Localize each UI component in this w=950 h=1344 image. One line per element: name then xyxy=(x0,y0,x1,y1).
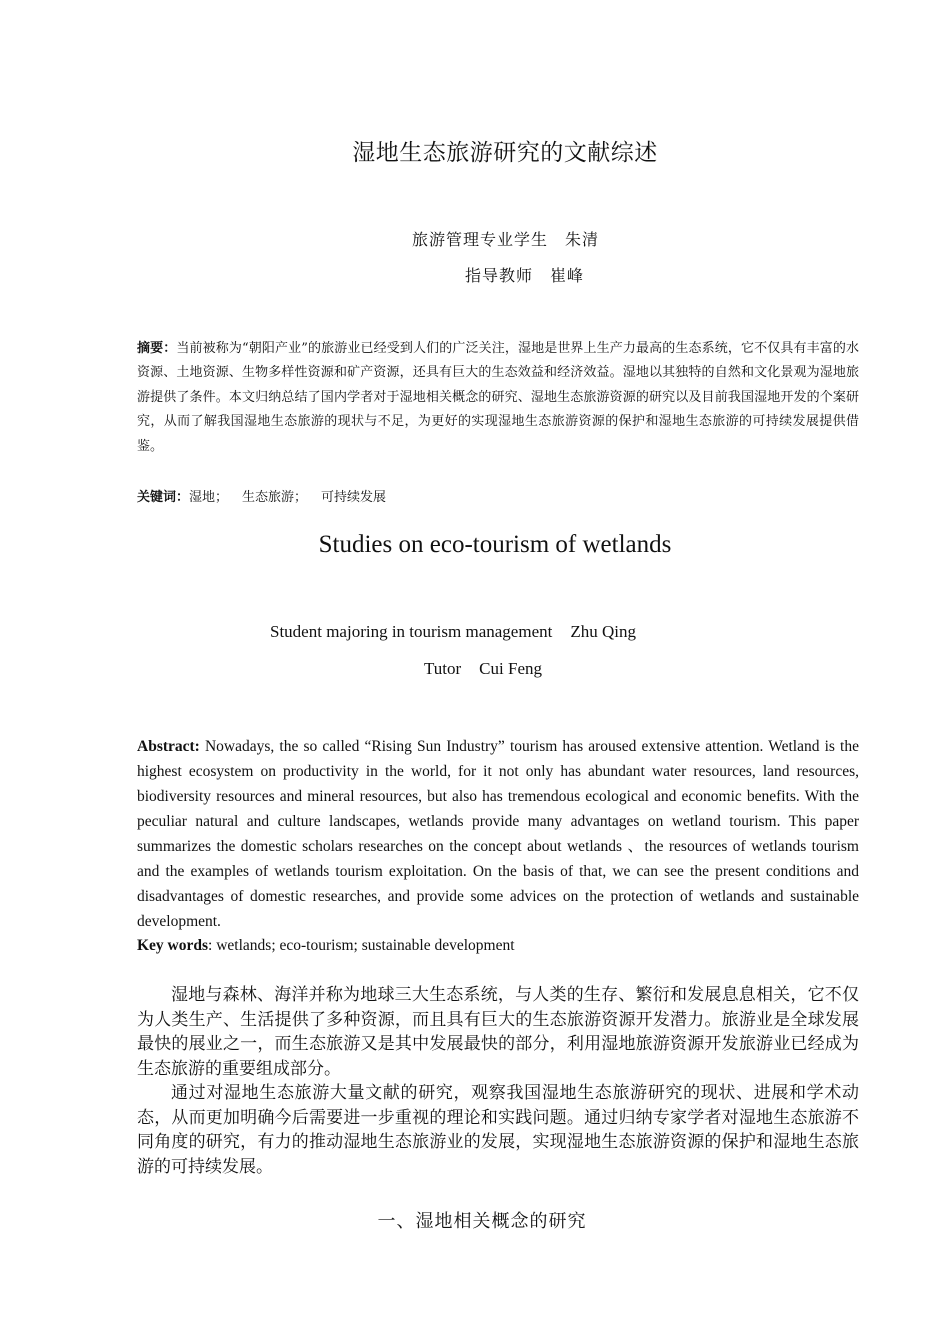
english-author-role: Student majoring in tourism management xyxy=(270,622,553,641)
english-title: Studies on eco-tourism of wetlands xyxy=(318,531,672,558)
english-abstract xyxy=(137,734,859,934)
chinese-keyword: 生态旅游； xyxy=(242,490,308,505)
chinese-abstract xyxy=(137,337,859,459)
chinese-keyword: 可持续发展 xyxy=(321,490,387,505)
chinese-keyword: 湿地； xyxy=(189,490,229,505)
english-keywords xyxy=(137,933,515,958)
chinese-keywords xyxy=(137,486,386,510)
english-keywords-label: Key words xyxy=(137,937,209,954)
body-paragraph: 通过对湿地生态旅游大量文献的研究，观察我国湿地生态旅游研究的现状、进展和学术动态，从而更加明确今后需要进一步重视的理论和实践问题。通过归纳专家学者对湿地生态旅游不同角度的研究，有力的推动湿地生态旅游业的发展，实现湿地生态旅游资源的保护和湿地生态旅游的可持续发展。 xyxy=(137,1083,859,1177)
chinese-title: 湿地生态旅游研究的文献综述 xyxy=(352,140,658,166)
chinese-abstract-text: 当前被称为“朝阳产业”的旅游业已经受到人们的广泛关注，湿地是世界上生产力最高的生态系统，它不仅具有丰富的水资源、土地资源、生物多样性资源和矿产资源，还具有巨大的生态效益和经济效益。湿地以其独特的自然和文化景观为湿地旅游提供了条件。本文归纳总结了国内学者对于湿地相关概念的研究、湿地生态旅游资源的研究以及目前我国湿地开发的个案研究，从而了解我国湿地生态旅游的现状与不足，为更好的实现湿地生态旅游资源的保护和湿地生态旅游的可持续发展提供借鉴。 xyxy=(137,341,859,454)
english-tutor-name: Cui Feng xyxy=(479,659,542,678)
english-author-line xyxy=(270,622,636,642)
english-tutor-role: Tutor xyxy=(424,659,462,678)
chinese-tutor-line: 指导教师 崔峰 xyxy=(465,266,585,285)
body-text xyxy=(137,983,859,1179)
english-tutor-line xyxy=(424,659,542,679)
english-author-name: Zhu Qing xyxy=(570,622,636,641)
english-abstract-label: Abstract: xyxy=(137,738,200,755)
body-paragraph: 湿地与森林、海洋并称为地球三大生态系统，与人类的生存、繁衍和发展息息相关，它不仅为人类生产、生活提供了多种资源，而且具有巨大的生态旅游资源开发潜力。旅游业是全球发展最快的展业之一，而生态旅游又是其中发展最快的部分，利用湿地旅游资源开发旅游业已经成为生态旅游的重要组成部分。 xyxy=(137,985,859,1079)
english-abstract-text: Nowadays, the so called “Rising Sun Industry” tourism has aroused extensive attention. Wetland is the highest ecosystem on productivity in the world, for it not only has abundant water resources, land resources, biodiversity resources and mineral resources, but also has tremendous ecological and economic benefits. With the peculiar natural and culture landscapes, wetlands provide many advantages on wetland tourism. This paper summarizes the domestic scholars researches on the concept about wetlands 、the resources of wetlands tourism and the examples of wetlands tourism exploitation. On the basis of that, we can see the present conditions and disadvantages of domestic researches, and provide some advices on the protection of wetlands and sustainable development. xyxy=(137,738,859,930)
chinese-keywords-label: 关键词： xyxy=(137,490,190,505)
chinese-abstract-label: 摘要： xyxy=(137,341,177,356)
chinese-author-line: 旅游管理专业学生 朱清 xyxy=(412,230,600,249)
section-heading: 一、湿地相关概念的研究 xyxy=(377,1211,587,1232)
english-keywords-text: : wetlands; eco-tourism; sustainable development xyxy=(208,937,515,954)
